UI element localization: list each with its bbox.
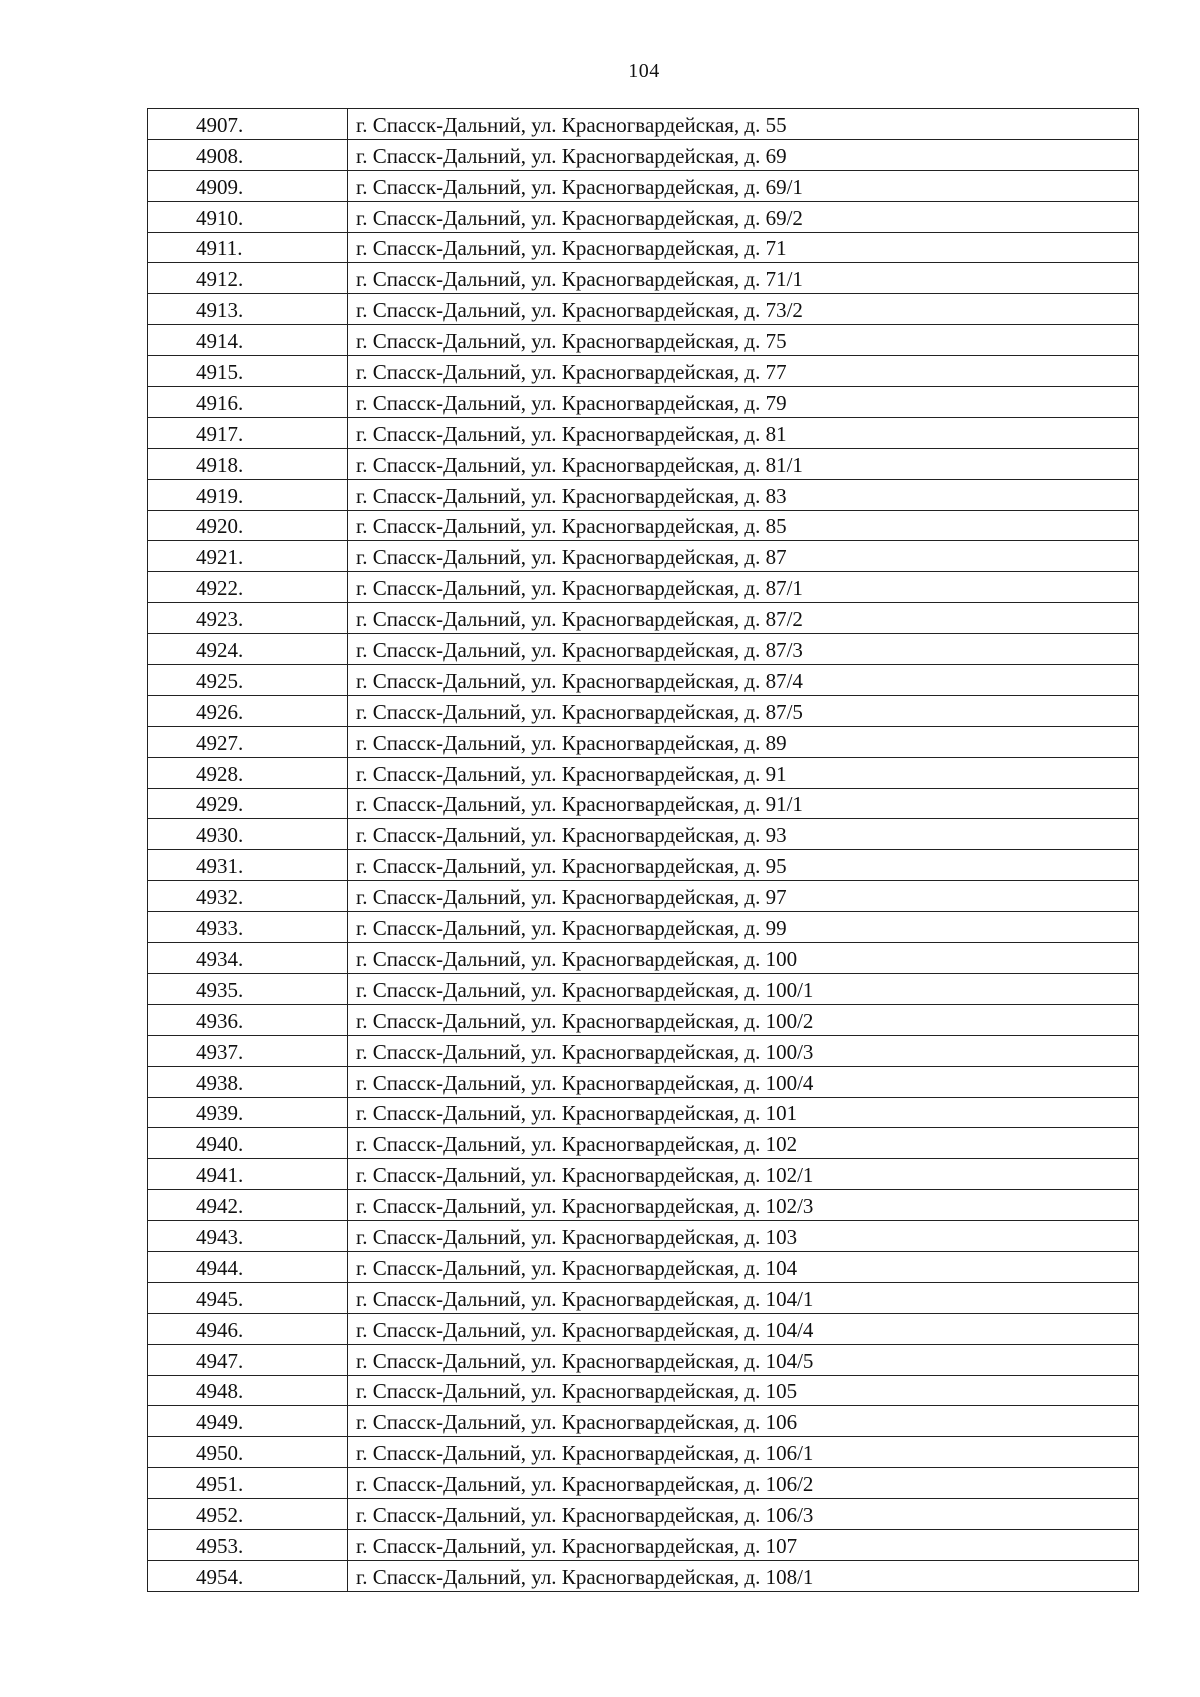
row-number-cell (148, 356, 348, 387)
address-cell (348, 263, 1139, 294)
row-number-cell (148, 1282, 348, 1313)
address-cell (348, 1004, 1139, 1035)
address-text: г. Спасск-Дальний, ул. Красногвардейская, д. 71/1 (356, 267, 803, 292)
address-text: г. Спасск-Дальний, ул. Красногвардейская, д. 107 (356, 1533, 798, 1558)
row-number-cell (148, 1159, 348, 1190)
address-cell (348, 139, 1139, 170)
row-number-cell (148, 541, 348, 572)
row-number-cell (148, 1437, 348, 1468)
row-number: 4954. (196, 1564, 244, 1589)
address-cell (348, 788, 1139, 819)
address-cell (348, 387, 1139, 418)
table-row (148, 510, 1139, 541)
address-cell (348, 325, 1139, 356)
row-number: 4942. (196, 1194, 244, 1219)
row-number: 4907. (196, 112, 244, 137)
table-row (148, 881, 1139, 912)
address-text: г. Спасск-Дальний, ул. Красногвардейская, д. 101 (356, 1101, 798, 1126)
address-text: г. Спасск-Дальний, ул. Красногвардейская, д. 93 (356, 823, 787, 848)
row-number-cell (148, 973, 348, 1004)
address-table-grid (147, 108, 1139, 1592)
row-number: 4921. (196, 545, 244, 570)
row-number: 4930. (196, 823, 244, 848)
row-number-cell (148, 881, 348, 912)
address-cell (348, 448, 1139, 479)
address-text: г. Спасск-Дальний, ул. Красногвардейская, д. 79 (356, 390, 787, 415)
address-text: г. Спасск-Дальний, ул. Красногвардейская, д. 106 (356, 1410, 798, 1435)
row-number: 4941. (196, 1163, 244, 1188)
row-number-cell (148, 325, 348, 356)
address-cell (348, 1282, 1139, 1313)
row-number-cell (148, 912, 348, 943)
address-cell (348, 943, 1139, 974)
address-text: г. Спасск-Дальний, ул. Красногвардейская, д. 81 (356, 421, 787, 446)
table-row (148, 1529, 1139, 1560)
address-cell (348, 479, 1139, 510)
address-cell (348, 356, 1139, 387)
table-row (148, 232, 1139, 263)
table-row (148, 1499, 1139, 1530)
table-row (148, 201, 1139, 232)
address-text: г. Спасск-Дальний, ул. Красногвардейская, д. 87/5 (356, 699, 803, 724)
address-text: г. Спасск-Дальний, ул. Красногвардейская, д. 105 (356, 1379, 798, 1404)
row-number: 4923. (196, 607, 244, 632)
table-row (148, 603, 1139, 634)
address-cell (348, 510, 1139, 541)
row-number-cell (148, 603, 348, 634)
table-body (148, 109, 1139, 1592)
address-cell (348, 1159, 1139, 1190)
row-number-cell (148, 757, 348, 788)
row-number-cell (148, 139, 348, 170)
row-number: 4928. (196, 761, 244, 786)
address-cell (348, 726, 1139, 757)
address-text: г. Спасск-Дальний, ул. Красногвардейская, д. 87/3 (356, 638, 803, 663)
address-cell (348, 634, 1139, 665)
address-text: г. Спасск-Дальний, ул. Красногвардейская, д. 77 (356, 360, 787, 385)
row-number: 4910. (196, 205, 244, 230)
address-cell (348, 1529, 1139, 1560)
address-cell (348, 973, 1139, 1004)
row-number: 4947. (196, 1348, 244, 1373)
address-cell (348, 695, 1139, 726)
row-number: 4915. (196, 360, 244, 385)
table-row (148, 695, 1139, 726)
address-text: г. Спасск-Дальний, ул. Красногвардейская, д. 89 (356, 730, 787, 755)
row-number-cell (148, 263, 348, 294)
table-row (148, 1344, 1139, 1375)
table-row (148, 912, 1139, 943)
table-row (148, 448, 1139, 479)
row-number-cell (148, 1344, 348, 1375)
address-cell (348, 850, 1139, 881)
table-row (148, 1468, 1139, 1499)
row-number-cell (148, 850, 348, 881)
address-text: г. Спасск-Дальний, ул. Красногвардейская, д. 85 (356, 514, 787, 539)
row-number: 4938. (196, 1070, 244, 1095)
row-number-cell (148, 1097, 348, 1128)
address-text: г. Спасск-Дальний, ул. Красногвардейская, д. 87/1 (356, 576, 803, 601)
row-number-cell (148, 634, 348, 665)
table-row (148, 1560, 1139, 1591)
table-row (148, 1097, 1139, 1128)
row-number: 4952. (196, 1502, 244, 1527)
row-number: 4940. (196, 1132, 244, 1157)
row-number: 4945. (196, 1286, 244, 1311)
table-row (148, 634, 1139, 665)
table-row (148, 1282, 1139, 1313)
table-row (148, 726, 1139, 757)
address-text: г. Спасск-Дальний, ул. Красногвардейская, д. 106/2 (356, 1472, 814, 1497)
row-number: 4943. (196, 1224, 244, 1249)
address-text: г. Спасск-Дальний, ул. Красногвардейская, д. 104/4 (356, 1317, 814, 1342)
row-number: 4908. (196, 143, 244, 168)
row-number-cell (148, 1313, 348, 1344)
row-number-cell (148, 1406, 348, 1437)
address-cell (348, 201, 1139, 232)
address-text: г. Спасск-Дальний, ул. Красногвардейская, д. 104 (356, 1255, 798, 1280)
address-cell (348, 603, 1139, 634)
address-cell (348, 1128, 1139, 1159)
row-number-cell (148, 417, 348, 448)
table-row (148, 665, 1139, 696)
row-number-cell (148, 294, 348, 325)
address-text: г. Спасск-Дальний, ул. Красногвардейская, д. 73/2 (356, 298, 803, 323)
table-row (148, 973, 1139, 1004)
row-number: 4932. (196, 885, 244, 910)
row-number-cell (148, 448, 348, 479)
row-number: 4951. (196, 1472, 244, 1497)
table-row (148, 109, 1139, 140)
address-text: г. Спасск-Дальний, ул. Красногвардейская, д. 69 (356, 143, 787, 168)
table-row (148, 294, 1139, 325)
address-text: г. Спасск-Дальний, ул. Красногвардейская, д. 99 (356, 916, 787, 941)
table-row (148, 479, 1139, 510)
row-number: 4922. (196, 576, 244, 601)
row-number: 4946. (196, 1317, 244, 1342)
row-number-cell (148, 201, 348, 232)
row-number: 4924. (196, 638, 244, 663)
table-row (148, 850, 1139, 881)
row-number: 4948. (196, 1379, 244, 1404)
table-row (148, 139, 1139, 170)
row-number: 4949. (196, 1410, 244, 1435)
row-number: 4916. (196, 390, 244, 415)
row-number-cell (148, 726, 348, 757)
address-text: г. Спасск-Дальний, ул. Красногвардейская, д. 69/1 (356, 174, 803, 199)
row-number: 4911. (196, 236, 243, 261)
row-number-cell (148, 1128, 348, 1159)
row-number-cell (148, 1221, 348, 1252)
row-number-cell (148, 1004, 348, 1035)
row-number: 4919. (196, 483, 244, 508)
row-number-cell (148, 1190, 348, 1221)
address-cell (348, 572, 1139, 603)
row-number: 4935. (196, 977, 244, 1002)
row-number-cell (148, 943, 348, 974)
address-cell (348, 1251, 1139, 1282)
table-row (148, 788, 1139, 819)
row-number-cell (148, 510, 348, 541)
table-row (148, 1313, 1139, 1344)
address-cell (348, 294, 1139, 325)
row-number: 4926. (196, 699, 244, 724)
row-number-cell (148, 1499, 348, 1530)
table-row (148, 387, 1139, 418)
address-text: г. Спасск-Дальний, ул. Красногвардейская, д. 97 (356, 885, 787, 910)
table-row (148, 417, 1139, 448)
row-number-cell (148, 1251, 348, 1282)
address-cell (348, 417, 1139, 448)
row-number-cell (148, 387, 348, 418)
row-number: 4925. (196, 668, 244, 693)
row-number: 4934. (196, 946, 244, 971)
table-row (148, 1190, 1139, 1221)
row-number: 4913. (196, 298, 244, 323)
table-row (148, 1221, 1139, 1252)
address-cell (348, 1097, 1139, 1128)
address-text: г. Спасск-Дальний, ул. Красногвардейская, д. 104/1 (356, 1286, 814, 1311)
row-number: 4936. (196, 1008, 244, 1033)
address-cell (348, 912, 1139, 943)
table-row (148, 819, 1139, 850)
row-number-cell (148, 1560, 348, 1591)
address-text: г. Спасск-Дальний, ул. Красногвардейская, д. 106/1 (356, 1441, 814, 1466)
table-row (148, 263, 1139, 294)
table-row (148, 1437, 1139, 1468)
table-row (148, 943, 1139, 974)
row-number: 4914. (196, 329, 244, 354)
table-row (148, 757, 1139, 788)
row-number: 4927. (196, 730, 244, 755)
row-number-cell (148, 1066, 348, 1097)
address-text: г. Спасск-Дальний, ул. Красногвардейская, д. 100 (356, 946, 798, 971)
table-row (148, 1128, 1139, 1159)
address-cell (348, 1560, 1139, 1591)
row-number: 4909. (196, 174, 244, 199)
row-number-cell (148, 109, 348, 140)
table-row (148, 1066, 1139, 1097)
page-number: 104 (628, 60, 660, 82)
row-number: 4939. (196, 1101, 244, 1126)
row-number: 4950. (196, 1441, 244, 1466)
address-text: г. Спасск-Дальний, ул. Красногвардейская, д. 103 (356, 1224, 798, 1249)
row-number-cell (148, 1375, 348, 1406)
address-cell (348, 1221, 1139, 1252)
row-number-cell (148, 232, 348, 263)
address-cell (348, 1406, 1139, 1437)
address-text: г. Спасск-Дальний, ул. Красногвардейская, д. 102/1 (356, 1163, 814, 1188)
address-cell (348, 1499, 1139, 1530)
address-text: г. Спасск-Дальний, ул. Красногвардейская, д. 100/4 (356, 1070, 814, 1095)
table-row (148, 1159, 1139, 1190)
row-number: 4920. (196, 514, 244, 539)
row-number: 4937. (196, 1039, 244, 1064)
row-number-cell (148, 1035, 348, 1066)
address-cell (348, 1066, 1139, 1097)
row-number: 4933. (196, 916, 244, 941)
address-cell (348, 881, 1139, 912)
row-number-cell (148, 819, 348, 850)
row-number: 4918. (196, 452, 244, 477)
address-cell (348, 232, 1139, 263)
table-row (148, 541, 1139, 572)
row-number: 4944. (196, 1255, 244, 1280)
address-table (147, 108, 1139, 1592)
table-row (148, 356, 1139, 387)
table-row (148, 1375, 1139, 1406)
address-cell (348, 1313, 1139, 1344)
row-number-cell (148, 170, 348, 201)
address-cell (348, 757, 1139, 788)
row-number: 4929. (196, 792, 244, 817)
address-text: г. Спасск-Дальний, ул. Красногвардейская, д. 87/4 (356, 668, 803, 693)
row-number: 4917. (196, 421, 244, 446)
address-text: г. Спасск-Дальний, ул. Красногвардейская, д. 87/2 (356, 607, 803, 632)
row-number-cell (148, 695, 348, 726)
row-number-cell (148, 479, 348, 510)
address-text: г. Спасск-Дальний, ул. Красногвардейская, д. 100/1 (356, 977, 814, 1002)
address-text: г. Спасск-Дальний, ул. Красногвардейская, д. 100/2 (356, 1008, 814, 1033)
row-number: 4931. (196, 854, 244, 879)
address-cell (348, 170, 1139, 201)
address-cell (348, 1375, 1139, 1406)
table-row (148, 572, 1139, 603)
address-text: г. Спасск-Дальний, ул. Красногвардейская, д. 108/1 (356, 1564, 814, 1589)
address-text: г. Спасск-Дальний, ул. Красногвардейская, д. 100/3 (356, 1039, 814, 1064)
address-cell (348, 1437, 1139, 1468)
row-number: 4953. (196, 1533, 244, 1558)
address-text: г. Спасск-Дальний, ул. Красногвардейская, д. 75 (356, 329, 787, 354)
row-number-cell (148, 1468, 348, 1499)
address-text: г. Спасск-Дальний, ул. Красногвардейская, д. 87 (356, 545, 787, 570)
address-text: г. Спасск-Дальний, ул. Красногвардейская, д. 102 (356, 1132, 798, 1157)
address-text: г. Спасск-Дальний, ул. Красногвардейская, д. 95 (356, 854, 787, 879)
table-row (148, 1035, 1139, 1066)
row-number-cell (148, 1529, 348, 1560)
address-text: г. Спасск-Дальний, ул. Красногвардейская, д. 69/2 (356, 205, 803, 230)
address-cell (348, 541, 1139, 572)
row-number-cell (148, 665, 348, 696)
address-cell (348, 665, 1139, 696)
table-row (148, 1251, 1139, 1282)
address-text: г. Спасск-Дальний, ул. Красногвардейская, д. 71 (356, 236, 787, 261)
address-cell (348, 1035, 1139, 1066)
table-row (148, 1406, 1139, 1437)
address-cell (348, 1468, 1139, 1499)
address-text: г. Спасск-Дальний, ул. Красногвардейская, д. 106/3 (356, 1502, 814, 1527)
address-text: г. Спасск-Дальний, ул. Красногвардейская, д. 83 (356, 483, 787, 508)
address-text: г. Спасск-Дальний, ул. Красногвардейская, д. 91/1 (356, 792, 803, 817)
address-cell (348, 1344, 1139, 1375)
address-cell (348, 819, 1139, 850)
address-text: г. Спасск-Дальний, ул. Красногвардейская, д. 91 (356, 761, 787, 786)
address-text: г. Спасск-Дальний, ул. Красногвардейская, д. 81/1 (356, 452, 803, 477)
address-text: г. Спасск-Дальний, ул. Красногвардейская, д. 102/3 (356, 1194, 814, 1219)
row-number-cell (148, 572, 348, 603)
table-row (148, 170, 1139, 201)
table-row (148, 1004, 1139, 1035)
address-text: г. Спасск-Дальний, ул. Красногвардейская, д. 55 (356, 112, 787, 137)
address-text: г. Спасск-Дальний, ул. Красногвардейская, д. 104/5 (356, 1348, 814, 1373)
row-number-cell (148, 788, 348, 819)
table-row (148, 325, 1139, 356)
address-cell (348, 109, 1139, 140)
row-number: 4912. (196, 267, 244, 292)
address-cell (348, 1190, 1139, 1221)
